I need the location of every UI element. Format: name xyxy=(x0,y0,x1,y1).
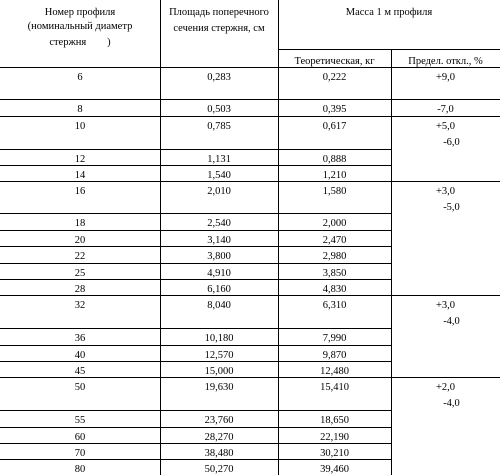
header-area-line2: сечения стержня, см xyxy=(173,23,265,34)
profile-number-cell: 28 xyxy=(74,284,86,295)
area-cell: 28,270 xyxy=(204,432,234,443)
deviation-minus-cell: -4,0 xyxy=(443,398,460,409)
mass-cell: 18,650 xyxy=(320,415,349,426)
profile-number-cell: 80 xyxy=(74,464,86,475)
area-cell: 8,040 xyxy=(207,300,231,311)
area-cell: 6,160 xyxy=(207,284,231,295)
profile-number-cell: 50 xyxy=(74,382,86,393)
deviation-minus-cell: -6,0 xyxy=(443,137,460,148)
mass-cell: 7,990 xyxy=(322,333,347,344)
deviation-plus-cell: +9,0 xyxy=(435,72,456,83)
mass-cell: 1,210 xyxy=(322,170,347,181)
area-cell: 23,760 xyxy=(204,415,234,426)
profile-number-cell: 36 xyxy=(74,333,86,344)
profile-number-cell: 45 xyxy=(74,366,86,377)
area-cell: 10,180 xyxy=(204,333,234,344)
deviation-plus-cell: +3,0 xyxy=(435,186,456,197)
area-cell: 3,800 xyxy=(207,251,231,262)
profile-number-cell: 12 xyxy=(74,154,86,165)
deviation-plus-cell: +5,0 xyxy=(435,121,456,132)
deviation-minus-cell: -5,0 xyxy=(443,202,460,213)
mass-cell: 39,460 xyxy=(320,464,349,475)
mass-cell: 9,870 xyxy=(322,350,347,361)
mass-cell: 2,000 xyxy=(322,218,347,229)
deviation-plus-cell: +2,0 xyxy=(435,382,456,393)
deviation-plus-cell: +3,0 xyxy=(435,300,456,311)
mass-cell: 2,980 xyxy=(322,251,347,262)
area-cell: 0,785 xyxy=(207,121,231,132)
area-cell: 1,131 xyxy=(207,154,231,165)
header-mass: Масса 1 м профиля xyxy=(345,7,433,18)
header-profile-number-line1: Номер профиля xyxy=(44,7,116,18)
area-cell: 4,910 xyxy=(207,268,231,279)
area-cell: 12,570 xyxy=(204,350,234,361)
deviation-plus-cell: -7,0 xyxy=(437,104,454,115)
header-area-line1: Площадь поперечного xyxy=(169,7,269,18)
mass-cell: 12,480 xyxy=(320,366,349,377)
mass-cell: 15,410 xyxy=(320,382,349,393)
mass-cell: 0,617 xyxy=(322,121,347,132)
area-cell: 1,540 xyxy=(207,170,231,181)
deviation-minus-cell: -4,0 xyxy=(443,316,460,327)
header-profile-number-line3: стержня ) xyxy=(49,37,111,48)
profile-number-cell: 60 xyxy=(74,432,86,443)
area-cell: 2,540 xyxy=(207,218,231,229)
mass-cell: 30,210 xyxy=(320,448,349,459)
profile-number-cell: 20 xyxy=(74,235,86,246)
profile-number-cell: 40 xyxy=(74,350,86,361)
area-cell: 50,270 xyxy=(204,464,234,475)
mass-cell: 0,395 xyxy=(322,104,347,115)
profile-number-cell: 16 xyxy=(74,186,86,197)
mass-cell: 2,470 xyxy=(322,235,347,246)
header-profile-number-line2: (номинальный диаметр xyxy=(27,21,133,32)
mass-cell: 1,580 xyxy=(322,186,347,197)
mass-cell: 3,850 xyxy=(322,268,347,279)
area-cell: 15,000 xyxy=(204,366,234,377)
mass-cell: 22,190 xyxy=(320,432,349,443)
mass-cell: 0,222 xyxy=(322,72,347,83)
header-deviation: Предел. откл., % xyxy=(408,56,483,67)
profile-number-cell: 22 xyxy=(74,251,86,262)
header-theoretical: Теоретическая, кг xyxy=(294,56,375,67)
profile-number-cell: 10 xyxy=(74,121,86,132)
area-cell: 3,140 xyxy=(207,235,231,246)
profile-number-cell: 32 xyxy=(74,300,86,311)
mass-cell: 4,830 xyxy=(322,284,347,295)
area-cell: 19,630 xyxy=(204,382,234,393)
profile-number-cell: 14 xyxy=(74,170,86,181)
profile-number-cell: 6 xyxy=(77,72,83,83)
profile-number-cell: 25 xyxy=(74,268,86,279)
area-cell: 2,010 xyxy=(207,186,231,197)
area-cell: 0,503 xyxy=(207,104,231,115)
profile-number-cell: 18 xyxy=(74,218,86,229)
mass-cell: 6,310 xyxy=(322,300,347,311)
profile-number-cell: 70 xyxy=(74,448,86,459)
profile-number-cell: 55 xyxy=(74,415,86,426)
profile-number-cell: 8 xyxy=(77,104,83,115)
area-cell: 0,283 xyxy=(207,72,231,83)
mass-cell: 0,888 xyxy=(322,154,347,165)
area-cell: 38,480 xyxy=(204,448,234,459)
